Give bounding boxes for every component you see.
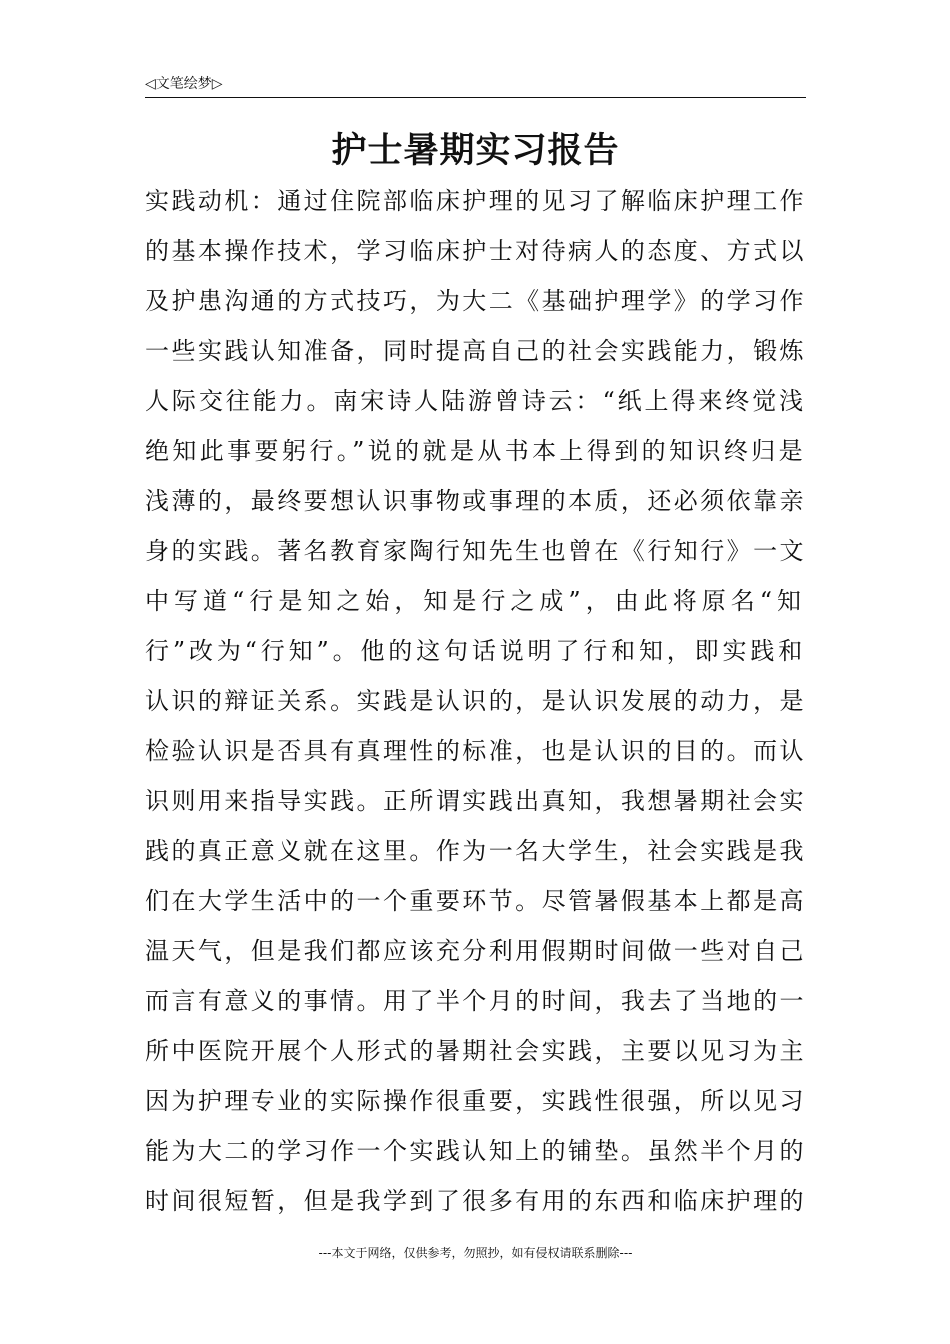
header-divider — [145, 97, 806, 98]
body-line: 时间很短暂，但是我学到了很多有用的东西和临床护理的 — [145, 1187, 806, 1215]
body-line: 温天气，但是我们都应该充分利用假期时间做一些对自己 — [145, 937, 806, 965]
body-line: 浅薄的，最终要想认识事物或事理的本质，还必须依靠亲 — [145, 487, 806, 515]
body-line: 一些实践认知准备，同时提高自己的社会实践能力，锻炼 — [145, 337, 806, 365]
body-line: 的基本操作技术，学习临床护士对待病人的态度、方式以 — [145, 237, 806, 265]
body-line: 识则用来指导实践。正所谓实践出真知，我想暑期社会实 — [145, 787, 806, 815]
body-line: 身的实践。著名教育家陶行知先生也曾在《行知行》一文 — [145, 537, 806, 565]
body-line: 践的真正意义就在这里。作为一名大学生，社会实践是我 — [145, 837, 806, 865]
body-line: 认识的辩证关系。实践是认识的，是认识发展的动力，是 — [145, 687, 806, 715]
body-line: 人际交往能力。南宋诗人陆游曾诗云：“纸上得来终觉浅 — [145, 387, 807, 415]
page-footer: ---本文于网络，仅供参考，勿照抄，如有侵权请联系删除--- — [318, 1246, 633, 1260]
body-line: 所中医院开展个人形式的暑期社会实践，主要以见习为主 — [145, 1037, 806, 1065]
body-line: 绝知此事要躬行。”说的就是从书本上得到的知识终归是 — [145, 437, 807, 465]
body-line: 行”改为“行知”。他的这句话说明了行和知，即实践和 — [145, 637, 807, 665]
body-line: 们在大学生活中的一个重要环节。尽管暑假基本上都是高 — [145, 887, 806, 915]
body-line: 检验认识是否具有真理性的标准，也是认识的目的。而认 — [145, 737, 806, 765]
body-line: 能为大二的学习作一个实践认知上的铺垫。虽然半个月的 — [145, 1137, 806, 1165]
body-line: 而言有意义的事情。用了半个月的时间，我去了当地的一 — [145, 987, 806, 1015]
body-line: 及护患沟通的方式技巧，为大二《基础护理学》的学习作 — [145, 287, 806, 315]
document-title: 护士暑期实习报告 — [331, 131, 620, 171]
body-line: 中写道“行是知之始，知是行之成”，由此将原名“知 — [145, 587, 807, 615]
page-header: ◁文笔绘梦▷ — [145, 76, 223, 92]
document-body — [145, 179, 806, 1229]
body-line: 实践动机：通过住院部临床护理的见习了解临床护理工作 — [145, 187, 806, 215]
body-line: 因为护理专业的实际操作很重要，实践性很强，所以见习 — [145, 1087, 806, 1115]
